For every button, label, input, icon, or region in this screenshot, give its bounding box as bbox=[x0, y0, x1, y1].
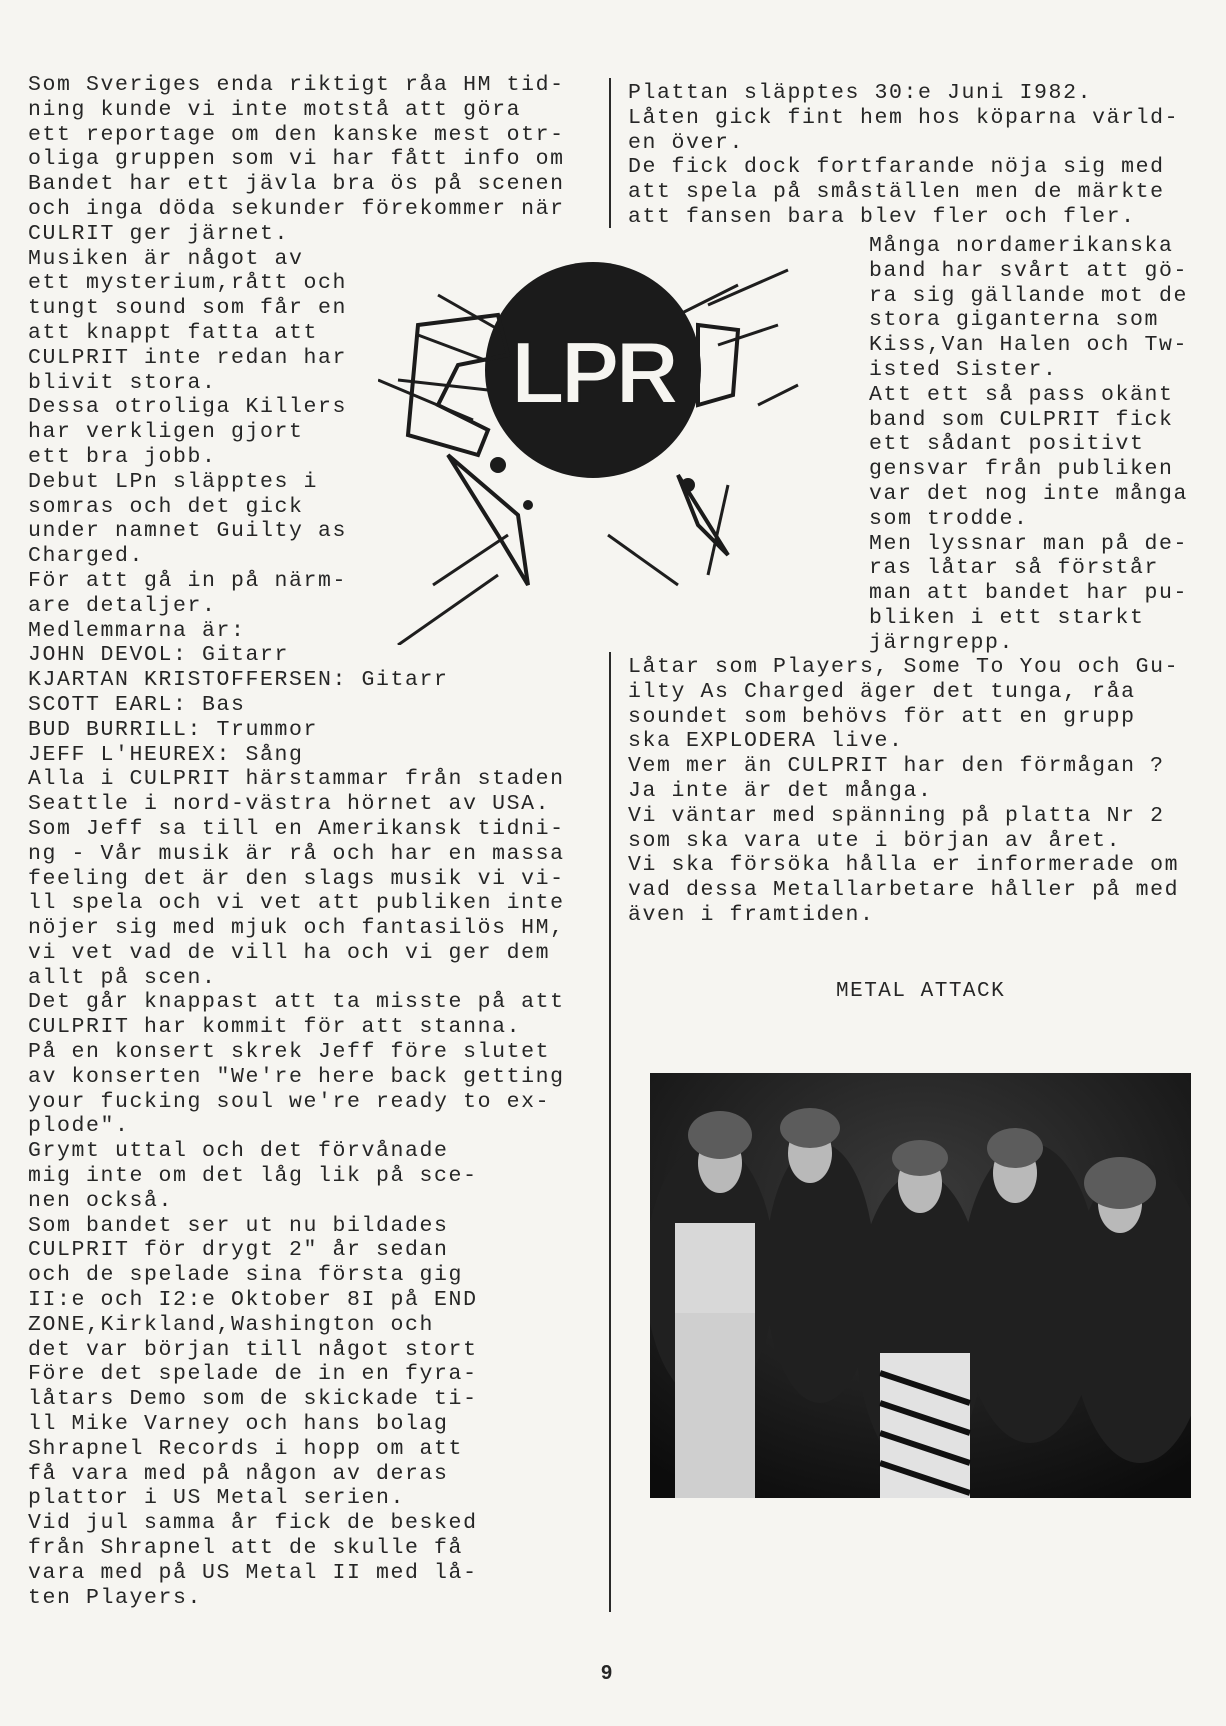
left-column-line: ll spela och vi vet att publiken inte bbox=[28, 891, 565, 916]
left-column-line: Medlemmarna är: bbox=[28, 618, 246, 643]
left-column-line: nen också. bbox=[28, 1188, 174, 1213]
left-column-line: your fucking soul we're ready to ex- bbox=[28, 1089, 551, 1114]
left-column-line: ett reportage om den kanske mest otr- bbox=[28, 122, 565, 147]
left-column-line: BUD BURRILL: Trummor bbox=[28, 717, 319, 742]
right-top-line: att spela på småställen men de märkte bbox=[628, 180, 1165, 205]
right-mid-line: bliken i ett starkt bbox=[869, 605, 1145, 630]
left-column-line: CULRIT ger järnet. bbox=[28, 221, 290, 246]
right-bottom-line: Vi ska försöka hålla er informerade om bbox=[628, 853, 1180, 878]
left-column-line: Före det spelade de in en fyra- bbox=[28, 1362, 478, 1387]
left-column-line: ett mysterium,rått och bbox=[28, 271, 348, 296]
left-column-line: JOHN DEVOL: Gitarr bbox=[28, 643, 290, 668]
right-mid-line: järngrepp. bbox=[869, 630, 1015, 655]
left-column-line: tungt sound som får en bbox=[28, 296, 348, 321]
right-bottom-line: vad dessa Metallarbetare håller på med bbox=[628, 878, 1180, 903]
left-column-line: vi vet vad de vill ha och vi ger dem bbox=[28, 940, 551, 965]
left-column-line: somras och det gick bbox=[28, 494, 304, 519]
left-column-line: ning kunde vi inte motstå att göra bbox=[28, 97, 522, 122]
left-column-line: under namnet Guilty as bbox=[28, 519, 348, 544]
right-mid-line: Kiss,Van Halen och Tw- bbox=[869, 333, 1189, 358]
author-signature: METAL ATTACK bbox=[836, 980, 1006, 1003]
left-column-line: och inga döda sekunder förekommer när bbox=[28, 196, 565, 221]
right-bottom-line: Vem mer än CULPRIT har den förmågan ? bbox=[628, 754, 1165, 779]
culprit-band-logo bbox=[378, 255, 868, 645]
left-column-line: från Shrapnel att de skulle få bbox=[28, 1536, 464, 1561]
left-column-line: ll Mike Varney och hans bolag bbox=[28, 1412, 449, 1437]
right-bottom-line: även i framtiden. bbox=[628, 902, 875, 927]
left-column-line: Alla i CULPRIT härstammar från staden bbox=[28, 767, 565, 792]
right-article-column-bottom bbox=[628, 655, 1179, 928]
left-column-line: Musiken är något av bbox=[28, 246, 304, 271]
left-column-line: låtars Demo som de skickade ti- bbox=[28, 1387, 478, 1412]
left-column-line: ten Players. bbox=[28, 1585, 203, 1610]
left-column-line: KJARTAN KRISTOFFERSEN: Gitarr bbox=[28, 668, 449, 693]
left-column-line: Dessa otroliga Killers bbox=[28, 395, 348, 420]
right-article-column-top bbox=[628, 81, 1179, 230]
right-mid-line: var det nog inte många bbox=[869, 481, 1189, 506]
right-mid-line: stora giganterna som bbox=[869, 308, 1160, 333]
left-column-line: allt på scen. bbox=[28, 965, 217, 990]
left-column-line: För att gå in på närm- bbox=[28, 568, 348, 593]
right-top-line: att fansen bara blev fler och fler. bbox=[628, 204, 1136, 229]
logo-lettering bbox=[511, 323, 677, 422]
left-column-line: Som Sveriges enda riktigt råa HM tid- bbox=[28, 73, 565, 97]
left-column-line: nöjer sig med mjuk och fantasilös HM, bbox=[28, 916, 565, 941]
left-column-line: att knappt fatta att bbox=[28, 320, 319, 345]
right-mid-line: man att bandet har pu- bbox=[869, 581, 1189, 606]
left-column-line: Bandet har ett jävla bra ös på scenen bbox=[28, 172, 565, 197]
right-mid-line: ra sig gällande mot de bbox=[869, 283, 1189, 308]
right-bottom-line: som ska vara ute i början av året. bbox=[628, 828, 1122, 853]
left-column-line: Charged. bbox=[28, 544, 145, 569]
left-column-line: det var början till något stort bbox=[28, 1337, 478, 1362]
left-column-line: Seattle i nord-västra hörnet av USA. bbox=[28, 792, 551, 817]
left-column-line: blivit stora. bbox=[28, 370, 217, 395]
left-column-line: Shrapnel Records i hopp om att bbox=[28, 1436, 464, 1461]
right-bottom-line: soundet som behövs för att en grupp bbox=[628, 704, 1136, 729]
left-column-line: Grymt uttal och det förvånade bbox=[28, 1139, 449, 1164]
left-column-line: SCOTT EARL: Bas bbox=[28, 692, 246, 717]
left-column-line: vara med på US Metal II med lå- bbox=[28, 1560, 478, 1585]
left-column-line: CULPRIT inte redan har bbox=[28, 345, 348, 370]
right-bottom-line: Ja inte är det många. bbox=[628, 778, 933, 803]
left-column-line: are detaljer. bbox=[28, 593, 217, 618]
left-column-line: oliga gruppen som vi har fått info om bbox=[28, 147, 565, 172]
left-column-line: Debut LPn släpptes i bbox=[28, 469, 319, 494]
right-top-line: en över. bbox=[628, 130, 745, 155]
left-column-line: av konserten "We're here back getting bbox=[28, 1064, 565, 1089]
left-column-line: få vara med på någon av deras bbox=[28, 1461, 449, 1486]
right-top-line: De fick dock fortfarande nöja sig med bbox=[628, 155, 1165, 180]
left-column-line: På en konsert skrek Jeff före slutet bbox=[28, 1040, 551, 1065]
left-column-line: ett bra jobb. bbox=[28, 444, 217, 469]
left-column-line: plode". bbox=[28, 1114, 130, 1139]
left-column-line: ng - Vår musik är rå och har en massa bbox=[28, 841, 565, 866]
left-column-line: feeling det är den slags musik vi vi- bbox=[28, 866, 565, 891]
svg-text:LPR: LPR bbox=[511, 323, 675, 422]
left-column-line: mig inte om det låg lik på sce- bbox=[28, 1164, 478, 1189]
right-bottom-line: ska EXPLODERA live. bbox=[628, 729, 904, 754]
left-column-line: II:e och I2:e Oktober 8I på END bbox=[28, 1288, 478, 1313]
left-column-line: och de spelade sina första gig bbox=[28, 1263, 464, 1288]
left-column-line: CULPRIT för drygt 2" år sedan bbox=[28, 1238, 449, 1263]
band-photo bbox=[650, 1073, 1191, 1498]
right-mid-line: Men lyssnar man på de- bbox=[869, 531, 1189, 556]
left-column-line: Som Jeff sa till en Amerikansk tidni- bbox=[28, 816, 565, 841]
left-column-line: Det går knappast att ta misste på att bbox=[28, 990, 565, 1015]
column-divider-top bbox=[609, 78, 611, 228]
right-mid-line: gensvar från publiken bbox=[869, 457, 1174, 482]
right-mid-line: band har svårt att gö- bbox=[869, 258, 1189, 283]
right-mid-line: Att ett så pass okänt bbox=[869, 382, 1174, 407]
right-mid-line: ras låtar så förstår bbox=[869, 556, 1160, 581]
right-top-line: Plattan släpptes 30:e Juni I982. bbox=[628, 81, 1093, 105]
right-mid-line: Många nordamerikanska bbox=[869, 234, 1174, 258]
left-column-line: CULPRIT har kommit för att stanna. bbox=[28, 1015, 522, 1040]
left-column-line: ZONE,Kirkland,Washington och bbox=[28, 1312, 435, 1337]
left-column-line: JEFF L'HEUREX: Sång bbox=[28, 742, 304, 767]
right-article-column-wrap bbox=[869, 234, 1188, 656]
left-column-line: Vid jul samma år fick de besked bbox=[28, 1511, 478, 1536]
right-bottom-line: ilty As Charged äger det tunga, råa bbox=[628, 679, 1136, 704]
right-mid-line: ett sådant positivt bbox=[869, 432, 1145, 457]
right-mid-line: isted Sister. bbox=[869, 357, 1058, 382]
column-divider-bottom bbox=[609, 652, 611, 1612]
right-top-line: Låten gick fint hem hos köparna värld- bbox=[628, 105, 1180, 130]
left-column-line: Som bandet ser ut nu bildades bbox=[28, 1213, 449, 1238]
right-bottom-line: Vi väntar med spänning på platta Nr 2 bbox=[628, 803, 1165, 828]
right-mid-line: som trodde. bbox=[869, 506, 1029, 531]
page-number: 9 bbox=[601, 1662, 613, 1684]
right-mid-line: band som CULPRIT fick bbox=[869, 407, 1174, 432]
left-column-line: har verkligen gjort bbox=[28, 420, 304, 445]
left-column-line: plattor i US Metal serien. bbox=[28, 1486, 406, 1511]
right-bottom-line: Låtar som Players, Some To You och Gu- bbox=[628, 655, 1180, 679]
